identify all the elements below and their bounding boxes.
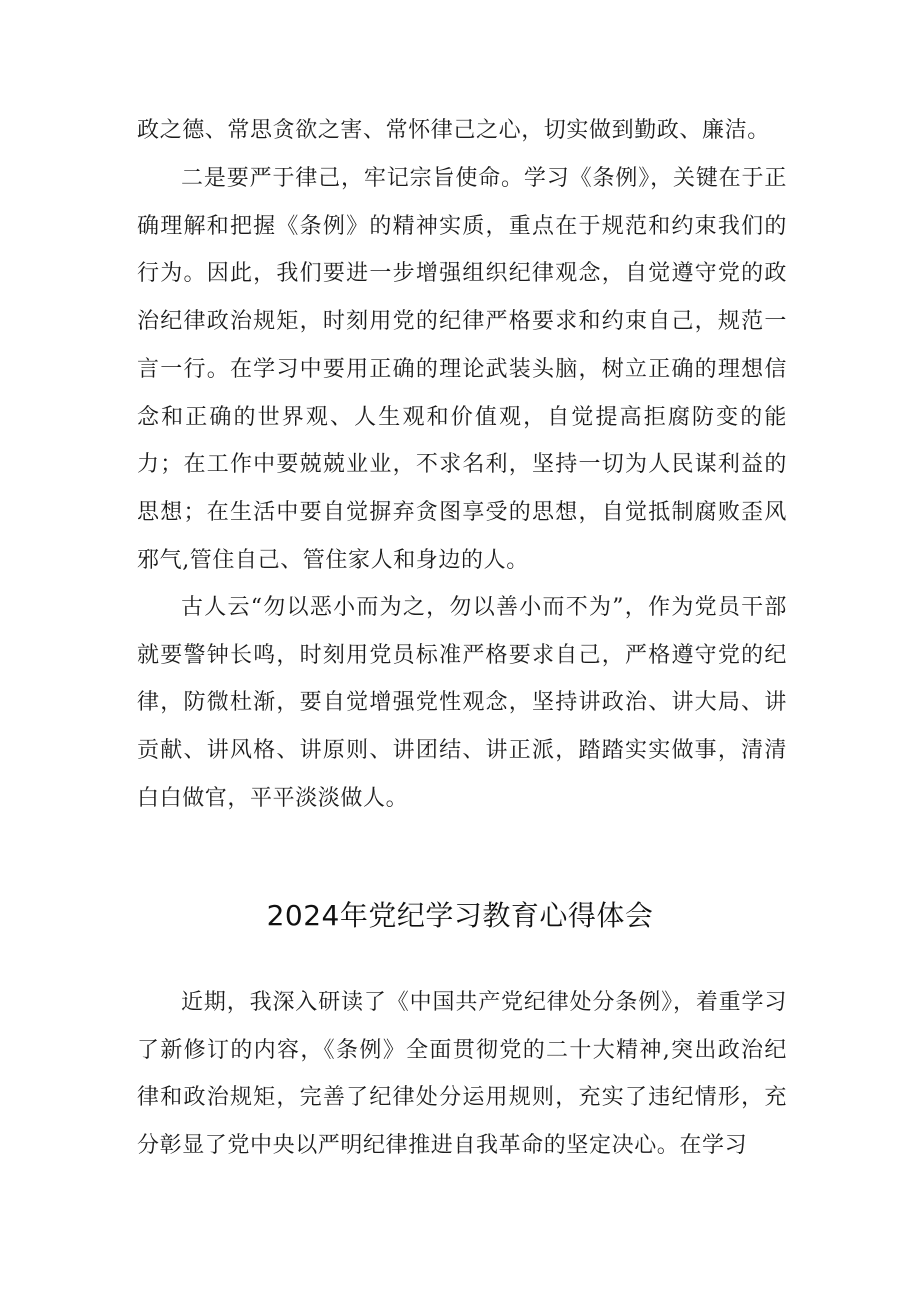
- paragraph-ancient-saying: 古人云“勿以恶小而为之，勿以善小而不为”，作为党员干部就要警钟长鸣，时刻用党员标准严格要求自己，严格遵守党的纪律，防微杜渐，要自觉增强党性观念，坚持讲政治、讲大局、讲贡献、讲风格、讲原则、讲团结、讲正派，踏踏实实做事，清清白白做官，平平淡淡做人。: [137, 595, 787, 811]
- paragraph-intro: 近期，我深入研读了《中国共产党纪律处分条例》，着重学习了新修订的内容，《条例》全面贯彻党的二十大精神,突出政治纪律和政治规矩，完善了纪律处分运用规则，充实了违纪情形，充分彰显了党中央以严明纪律推进自我革命的坚定决心。在学习: [137, 990, 787, 1159]
- paragraph-continuation: 政之德、常思贪欲之害、常怀律己之心，切实做到勤政、廉洁。: [137, 118, 770, 143]
- section-heading: 2024年党纪学习教育心得体会: [266, 899, 654, 932]
- paragraph-self-discipline: 二是要严于律己，牢记宗旨使命。学习《条例》，关键在于正确理解和把握《条例》的精神实质，重点在于规范和约束我们的行为。因此，我们要进一步增强组织纪律观念，自觉遵守党的政治纪律政治规矩，时刻用党的纪律严格要求和约束自己，规范一言一行。在学习中要用正确的理论武装头脑，树立正确的理想信念和正确的世界观、人生观和价值观，自觉提高拒腐防变的能力；在工作中要兢兢业业，不求名利，坚持一切为人民谋利益的思想；在生活中要自觉摒弃贪图享受的思想，自觉抵制腐败歪风邪气,管住自己、管住家人和身边的人。: [137, 166, 787, 573]
